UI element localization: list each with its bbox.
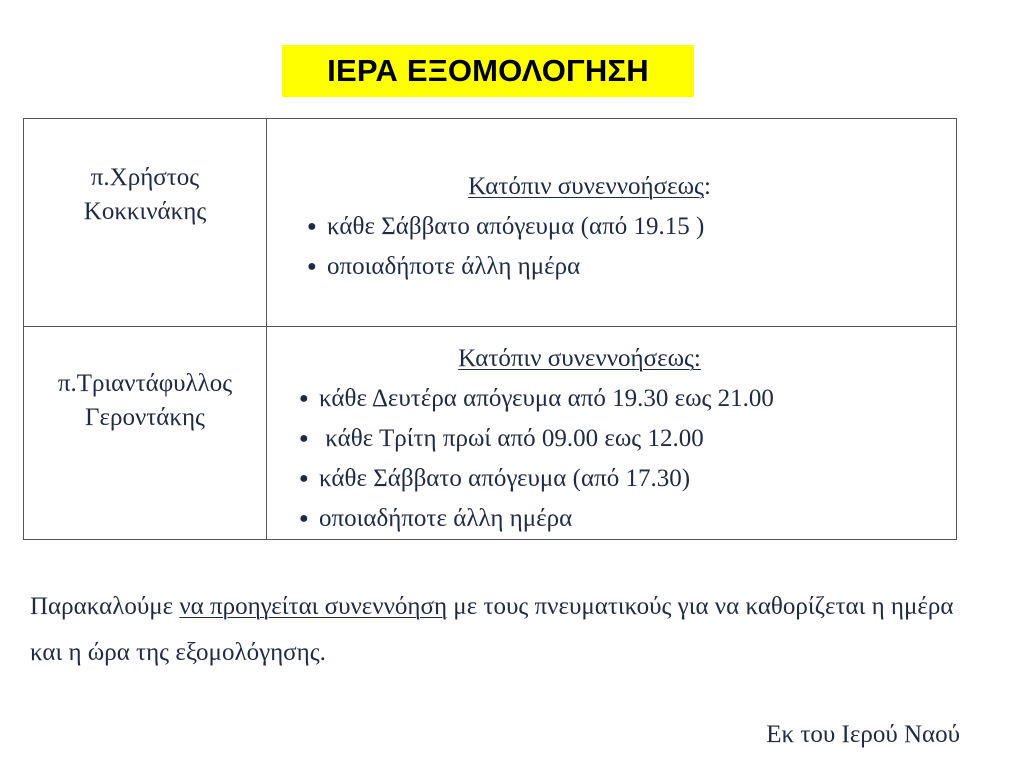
priest-last-name: Κοκκινάκης bbox=[83, 198, 207, 225]
schedule-list bbox=[299, 379, 956, 539]
bullet-icon: ● bbox=[299, 510, 309, 527]
schedule-heading-text: Κατόπιν συνεννοήσεως bbox=[468, 173, 704, 200]
list-item bbox=[299, 459, 956, 499]
bullet-icon: ● bbox=[307, 258, 317, 275]
signature: Εκ του Ιερού Ναού bbox=[766, 721, 960, 748]
priest-first-name: π.Χρήστος bbox=[90, 164, 200, 191]
list-item bbox=[307, 207, 956, 247]
note-text-underlined: να προηγείται συνεννόηση bbox=[179, 593, 448, 620]
bullet-icon: ● bbox=[299, 430, 309, 447]
bullet-icon: ● bbox=[307, 218, 317, 235]
list-item-text: οποιαδήποτε άλλη ημέρα bbox=[327, 253, 581, 280]
list-item bbox=[299, 499, 956, 539]
priest-name-cell bbox=[24, 327, 267, 540]
schedule-heading bbox=[265, 167, 956, 207]
list-item bbox=[299, 419, 956, 459]
schedule-details-cell bbox=[267, 327, 957, 540]
list-item-text: κάθε Σάββατο απόγευμα (από 17.30) bbox=[319, 465, 691, 492]
list-item bbox=[307, 247, 956, 287]
schedule-details-cell bbox=[267, 119, 957, 327]
schedule-heading-text: Κατόπιν συνεννοήσεως: bbox=[458, 345, 701, 372]
page-title: ΙΕΡΑ ΕΞΟΜΟΛΟΓΗΣΗ bbox=[327, 53, 649, 88]
list-item bbox=[299, 379, 956, 419]
priest-name-cell bbox=[24, 119, 267, 327]
schedule-heading bbox=[251, 339, 956, 379]
list-item-text: κάθε Δευτέρα απόγευμα από 19.30 εως 21.00 bbox=[319, 385, 774, 412]
schedule-heading-colon: : bbox=[703, 173, 711, 200]
bullet-icon: ● bbox=[299, 390, 309, 407]
list-item-text: κάθε Σάββατο απόγευμα (από 19.15 ) bbox=[327, 213, 705, 240]
priest-last-name: Γεροντάκης bbox=[85, 404, 205, 431]
table-row bbox=[24, 327, 957, 540]
note-text-end: με τους πνευματικούς για να καθορίζεται η ημέρα και η ώρα της εξομολόγησης. bbox=[30, 593, 954, 666]
list-item-text: οποιαδήποτε άλλη ημέρα bbox=[319, 505, 573, 532]
schedule-list bbox=[307, 207, 956, 287]
note-text-start: Παρακαλούμε bbox=[30, 593, 180, 620]
table-row bbox=[24, 119, 957, 327]
priest-first-name: π.Τριαντάφυλλος bbox=[57, 370, 233, 397]
title-highlight bbox=[282, 45, 694, 97]
instruction-note bbox=[30, 584, 990, 676]
bullet-icon: ● bbox=[299, 470, 309, 487]
list-item-text: κάθε Τρίτη πρωί από 09.00 εως 12.00 bbox=[319, 425, 704, 452]
confession-schedule-table bbox=[23, 118, 957, 540]
